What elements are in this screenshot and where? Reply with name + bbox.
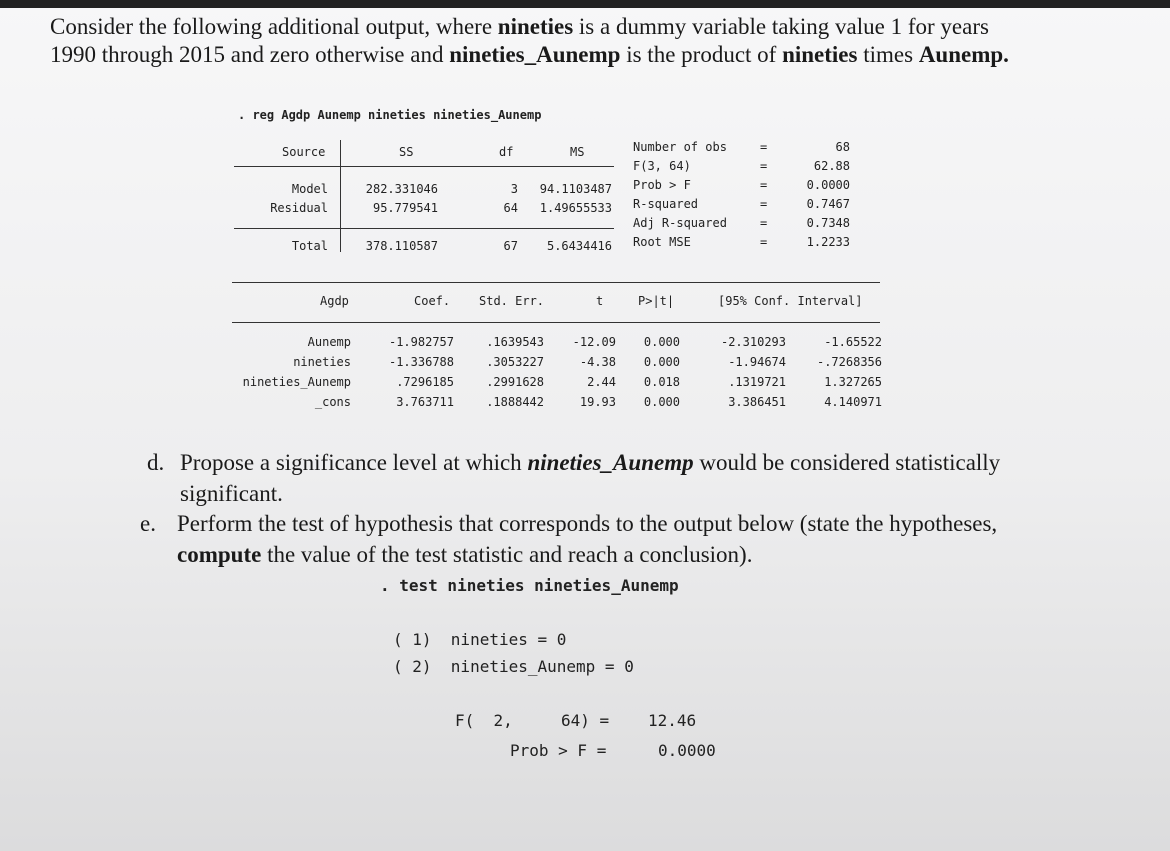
coef-row-coef: -1.336788 [388, 355, 454, 369]
coef-header-t: t [596, 294, 604, 308]
coef-row-t: 2.44 [587, 375, 616, 389]
anova-row-residual-ss: 95.779541 [372, 201, 438, 215]
test-hypothesis-1: ( 1) nineties = 0 [393, 630, 567, 649]
coef-row-coef: .7296185 [396, 375, 454, 389]
stat-value: 1.2233 [806, 235, 850, 249]
anova-row-total-df: 67 [503, 239, 518, 253]
stat-eq: = [760, 235, 768, 249]
coef-header-se: Std. Err. [479, 294, 545, 308]
coef-row-var: Aunemp [307, 335, 351, 349]
stat-value: 62.88 [813, 159, 850, 173]
coef-top-rule [232, 282, 880, 283]
anova-header-rule [234, 166, 614, 167]
coef-header-ci: [95% Conf. Interval] [718, 294, 863, 308]
question-e-letter: e. [140, 511, 156, 536]
coef-row-t: -12.09 [572, 335, 616, 349]
anova-header-ss: SS [399, 145, 414, 159]
anova-row-residual-source: Residual [270, 201, 328, 215]
test-hypothesis-2: ( 2) nineties_Aunemp = 0 [393, 657, 634, 676]
test-f-label: F( 2, 64) = [455, 711, 610, 730]
anova-header-ms: MS [570, 145, 585, 159]
coef-row-var: nineties [293, 355, 351, 369]
stat-eq: = [760, 178, 768, 192]
question-d-line-2: significant. [180, 481, 283, 506]
coef-row-t: 19.93 [579, 395, 616, 409]
stat-eq: = [760, 159, 768, 173]
test-command: . test nineties nineties_Aunemp [380, 576, 679, 595]
stat-label: Prob > F [633, 178, 691, 192]
stat-value: 0.7348 [806, 216, 850, 230]
coef-row-coef: 3.763711 [396, 395, 454, 409]
stat-label: F(3, 64) [633, 159, 691, 173]
page-top-edge [0, 0, 1170, 8]
stat-value: 0.7467 [806, 197, 850, 211]
coef-row-coef: -1.982757 [388, 335, 454, 349]
test-p-value: 0.0000 [658, 741, 716, 760]
coef-row-se: .3053227 [486, 355, 544, 369]
coef-row-ci-high: 1.327265 [824, 375, 882, 389]
anova-total-rule [234, 228, 614, 229]
intro-line-2: 1990 through 2015 and zero otherwise and nineties_Aunemp is the product of nineties times Aunemp. [50, 42, 1009, 67]
coef-row-ci-low: 3.386451 [728, 395, 786, 409]
anova-row-model-ss: 282.331046 [365, 182, 438, 196]
coef-row-var: nineties_Aunemp [242, 375, 351, 389]
question-e-line-1: Perform the test of hypothesis that corresponds to the output below (state the hypotheses, [177, 511, 998, 536]
anova-row-model-ms: 94.1103487 [539, 182, 612, 196]
anova-header-df: df [499, 145, 514, 159]
coef-row-ci-high: 4.140971 [824, 395, 882, 409]
anova-row-model-source: Model [291, 182, 328, 196]
coef-row-ci-high: -.7268356 [816, 355, 882, 369]
question-d-line-1: Propose a significance level at which nineties_Aunemp would be considered statistically [180, 450, 1001, 475]
anova-row-total-ms: 5.6434416 [546, 239, 612, 253]
test-p-label: Prob > F = [510, 741, 607, 760]
coef-row-ci-high: -1.65522 [824, 335, 882, 349]
anova-vertical-rule [340, 140, 341, 252]
coef-header-p: P>|t| [638, 294, 675, 308]
coef-header-rule [232, 322, 880, 323]
question-e-line-2: compute the value of the test statistic and reach a conclusion). [177, 542, 753, 567]
anova-row-total-ss: 378.110587 [365, 239, 438, 253]
coef-row-ci-low: -2.310293 [720, 335, 786, 349]
coef-row-se: .1888442 [486, 395, 544, 409]
stat-label: Adj R-squared [633, 216, 727, 230]
coef-header-coef: Coef. [414, 294, 451, 308]
coef-row-ci-low: .1319721 [728, 375, 786, 389]
coef-header-dep: Agdp [320, 294, 349, 308]
intro-line-1: Consider the following additional output, where nineties is a dummy variable taking value 1 for years [50, 14, 989, 39]
stat-value: 0.0000 [806, 178, 850, 192]
stat-value: 68 [835, 140, 850, 154]
question-d-letter: d. [147, 450, 165, 475]
coef-row-p: 0.018 [643, 375, 680, 389]
coef-row-p: 0.000 [643, 395, 680, 409]
stat-eq: = [760, 197, 768, 211]
coef-row-se: .1639543 [486, 335, 544, 349]
stat-eq: = [760, 140, 768, 154]
test-f-value: 12.46 [648, 711, 697, 730]
coef-row-p: 0.000 [643, 335, 680, 349]
coef-row-var: _cons [314, 395, 351, 409]
stat-label: Root MSE [633, 235, 691, 249]
stat-label: Number of obs [633, 140, 727, 154]
stat-eq: = [760, 216, 768, 230]
anova-row-residual-ms: 1.49655533 [539, 201, 612, 215]
reg-command: . reg Agdp Aunemp nineties nineties_Aunemp [238, 108, 542, 122]
anova-header-source: Source [282, 145, 326, 159]
anova-row-total-source: Total [291, 239, 328, 253]
anova-row-residual-df: 64 [503, 201, 518, 215]
coef-row-t: -4.38 [579, 355, 616, 369]
coef-row-p: 0.000 [643, 355, 680, 369]
coef-row-ci-low: -1.94674 [728, 355, 786, 369]
stat-label: R-squared [633, 197, 699, 211]
coef-row-se: .2991628 [486, 375, 544, 389]
anova-row-model-df: 3 [510, 182, 518, 196]
